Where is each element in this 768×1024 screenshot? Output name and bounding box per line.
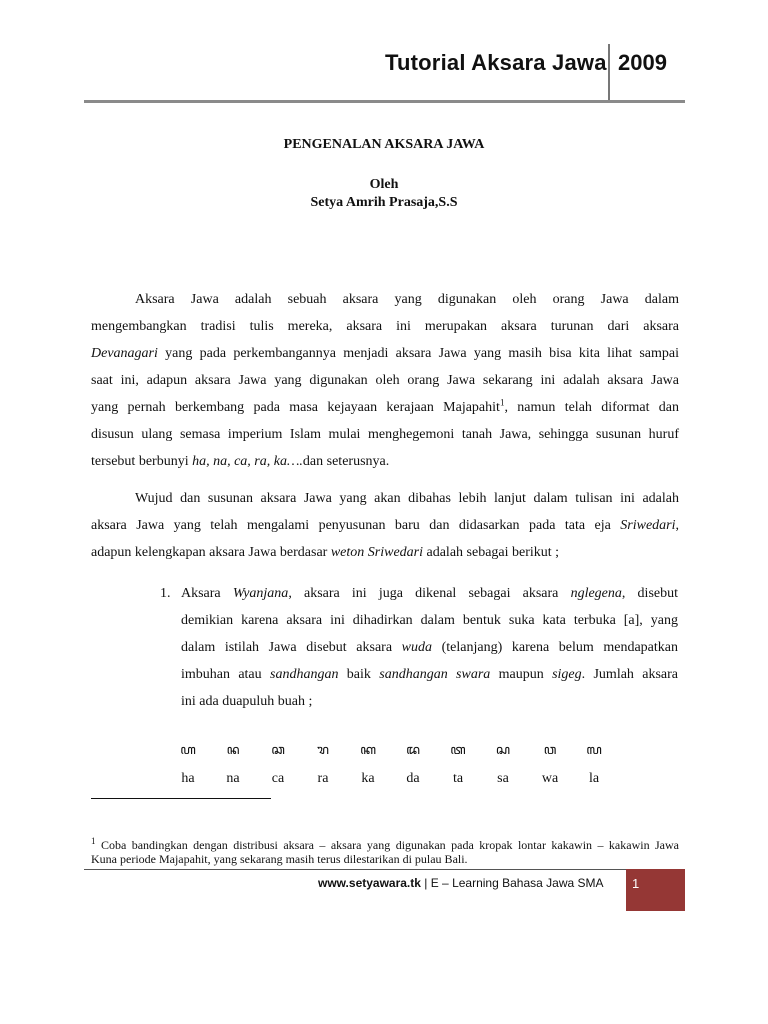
aksara-glyph-ka: ꦏ [360, 743, 376, 758]
italic-term: ha, na, ca, ra, ka…. [192, 454, 303, 469]
aksara-latin-label: sa [497, 771, 509, 786]
footer-rule [84, 869, 627, 870]
text-line: imbuhan atau sandhangan baik sandhangan swara maupun sigeg. Jumlah aksara [181, 667, 679, 682]
aksara-glyph-wa: ꦮ [543, 743, 557, 758]
aksara-glyph-ca: ꦕ [271, 743, 285, 758]
paragraph-2 [91, 485, 679, 566]
text-line: demikian karena aksara ini dihadirkan dalam bentuk suka kata terbuka [a], yang [181, 613, 678, 628]
footnote-separator [91, 798, 271, 799]
aksara-latin-label: ha [181, 771, 195, 786]
byline-label: Oleh [369, 177, 399, 192]
text-line: Kuna periode Majapahit, yang sekarang masih terus dilestarikan di pulau Bali. [91, 852, 468, 866]
list-item-body [181, 580, 678, 715]
aksara-latin-label: da [406, 771, 420, 786]
text-line: adapun kelengkapan aksara Jawa berdasar weton Sriwedari adalah sebagai berikut ; [91, 545, 560, 560]
footer-site-link[interactable]: www.setyawara.tk [318, 876, 421, 890]
author-name: Setya Amrih Prasaja,S.S [310, 195, 458, 210]
italic-term: Sriwedari [620, 518, 676, 533]
footer-label: | E – Learning Bahasa Jawa SMA [420, 876, 604, 890]
text-line: disusun ulang semasa imperium Islam mulai menghegemoni tanah Jawa, sehingga susunan huruf [91, 427, 679, 442]
aksara-latin-label: ra [317, 771, 329, 786]
text-line: aksara Jawa yang telah mengalami penyusunan baru dan didasarkan pada tata eja Sriwedari, [91, 518, 679, 533]
page-number: 1 [632, 876, 640, 891]
text-line: yang pernah berkembang pada masa kejayaan kerajaan Majapahit$^1$, namun telah diformat dan [91, 397, 679, 415]
footnote-ref[interactable]: 1 [499, 397, 505, 408]
text-line: Devanagari yang pada perkembangannya menjadi aksara Jawa yang masih bisa kita lihat sampai [91, 346, 679, 361]
header-divider [608, 44, 610, 102]
italic-term: weton Sriwedari [330, 545, 423, 560]
aksara-glyph-row [160, 739, 660, 763]
text-line: mengembangkan tradisi tulis mereka, aksara ini merupakan aksara turunan dari aksara [91, 319, 679, 334]
text-line: dalam istilah Jawa disebut aksara wuda (telanjang) karena belum mendapatkan [181, 640, 678, 655]
aksara-glyph-sa: ꦱ [495, 743, 511, 758]
list-number: 1. [160, 586, 171, 601]
aksara-glyph-ta: ꦠ [450, 743, 466, 758]
italic-term: Devanagari [91, 346, 158, 361]
header-rule [84, 100, 685, 103]
aksara-glyph-ha: ꦲ [180, 743, 196, 758]
aksara-latin-label: ka [361, 771, 375, 786]
aksara-latin-label: wa [541, 771, 559, 786]
document-title: PENGENALAN AKSARA JAWA [283, 137, 485, 152]
text-line: saat ini, adapun aksara Jawa yang digunakan oleh orang Jawa sekarang ini adalah aksara Jawa [91, 373, 679, 388]
text-line: $^1$ Coba bandingkan dengan distribusi aksara – aksara yang digunakan pada kropak lontar kakawin – kakawin Jawa [91, 836, 679, 852]
aksara-latin-row [160, 771, 660, 795]
text-line: Aksara Jawa adalah sebuah aksara yang digunakan oleh orang Jawa dalam [135, 292, 679, 307]
text-line: ini ada duapuluh buah ; [181, 694, 313, 709]
aksara-glyph-ra: ꦫ [317, 743, 329, 758]
aksara-latin-label: na [226, 771, 240, 786]
aksara-latin-label: ca [271, 771, 285, 786]
aksara-latin-label: la [588, 771, 600, 786]
aksara-glyph-na: ꦤ [226, 743, 240, 758]
text-line: tersebut berbunyi ha, na, ca, ra, ka….dan seterusnya. [91, 454, 390, 469]
footnote-marker: 1 [91, 836, 96, 846]
text-line: Aksara Wyanjana, aksara ini juga dikenal sebagai aksara nglegena, disebut [181, 586, 678, 601]
text-line: Wujud dan susunan aksara Jawa yang akan dibahas lebih lanjut dalam tulisan ini adalah [135, 491, 679, 506]
footnote [91, 838, 679, 866]
aksara-glyph-la: ꦭ [586, 743, 602, 758]
paragraph-1 [91, 286, 679, 475]
header-year: 2009 [618, 50, 667, 75]
aksara-glyph-da: ꦢ [406, 743, 420, 758]
footer-text [318, 876, 604, 890]
aksara-latin-label: ta [452, 771, 464, 786]
header-title: Tutorial Aksara Jawa [385, 50, 607, 75]
